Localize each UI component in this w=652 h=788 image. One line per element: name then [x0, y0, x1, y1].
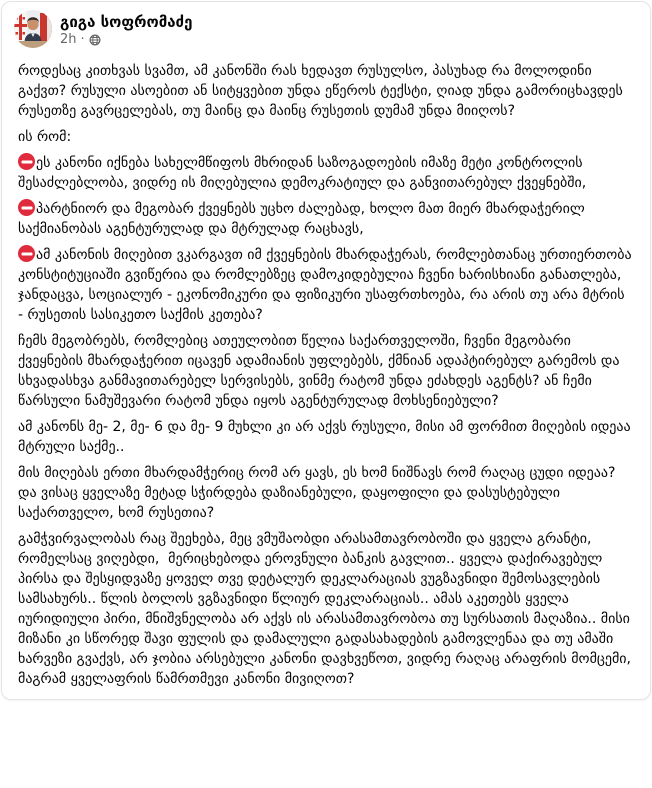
post-paragraph: ეს კანონი იქნება სახელმწიფოს მხრიდან საზოგადოების იმაზე მეტი კონტროლის შესაძლებლობა, ვიდრე ის მიღებულია დემოკრატიულ და განვითარებულ ქვეყნებში, [18, 155, 588, 191]
post-paragraph: ამ კანონს მე- 2, მე- 6 და მე- 9 მუხლი კი არ აქვს რუსული, მისი ამ ფორმით მიღების იდეაა მტრული საქმე.. [18, 419, 636, 455]
post-paragraph: მის მიღებას ერთი მხარდამჭერიც რომ არ ყავს, ეს ხომ ნიშნავს რომ რაღაც ცუდი იდეაა? და ვისაც ყველაზე მეტად სჭირდება დაზიანებული, დაყოფილი და დასუსტებული საქართველო, ხომ რუსეთია? [18, 465, 620, 521]
post-paragraph: ამ კანონის მიღებით ვკარგავთ იმ ქვეყნების მხარდაჭერას, რომლებთანაც ურთიერთობა კონსტიტუციაში გვიწერია და რომლებზეც დამოკიდებულია ჩვენი ხარისხიანი განათლება, ჯანდაცვა, სოციალურ - ეკონომიკური და ფიზიკური უსაფრთხოება, რა არის თუ არა მტრის - რუსეთის სასიკეთო საქმის კეთება? [18, 247, 637, 323]
globe-icon [89, 34, 101, 46]
post-paragraph: ჩემს მეგობრებს, რომლებიც ათეულობით წელია საქართველოში, ჩვენი მეგობარი ქვეყნების მხარდაჭერით იცავენ ადამიანის უფლებებს, ქმნიან ადაპტირებულ გარემოს და სხვადასხვა განმავითარებელ სერვისებს, ვინმე რატომ უნდა ეძახდეს აგენტს? ან ჩემი წარსული ნამუშევარი რატომ უნდა იყოს აგენტურულად მოხსენიებული? [18, 333, 624, 409]
page [0, 1, 652, 788]
time-row [60, 33, 192, 47]
dot-separator: · [80, 32, 85, 47]
post-header [2, 2, 650, 48]
post-paragraph: როდესაც კითხვას სვამთ, ამ კანონში რას ხედავთ რუსულსო, პასუხად რა მოლოდინი გაქვთ? რუსული ასოებით ან სიტყვებით უნდა ეწეროს ტექსტი, ღიად უნდა გამორიცხავდეს რუსეთზე გავრცელებას, თუ მაინც და მაინც რუსეთის დუმამ უნდა მიიღოს? [18, 63, 628, 119]
post-paragraph: ის რომ: [18, 129, 72, 145]
post-paragraph: პარტნიორ და მეგობარ ქვეყნებს უცხო ძალებად, ხოლო მათ მიერ მხარდაჭერილ საქმიანობას აგენტურულად და მტრულად რაცხავს, [18, 201, 590, 237]
no-entry-icon [18, 153, 35, 170]
post-paragraph: გამჭვირვალობას რაც შეეხება, მეც ვმუშაობდი არასამთავრობოში და ყველა გრანტი, რომელსაც ვიღებდი, მერიცხებოდა ეროვნული ბანკის გავლით.. ყველა დაქირავებულ პირსა და შესყიდვაზე ყოველ თვე დეტალურ დეკლარაციას ვუგზავნიდი შემოსავლების სამსახურს.. წლის ბოლოს ვგზავნიდი წლიურ დეკლარაციას.. ამას აკეთებს ყველა იურიდიული პირი, მნიშვნელობა არ აქვს ის არასამთავრობოა თუ სურსათის მაღაზია.. მისი მიზანი კი სწორედ შავი ფულის და დამალული გადასახადების გამოვლენაა და თუ ამაში ხარვეზი გვაქვს, არ ჯობია არსებული კანონი დავხვეწოთ, ვიდრე რაღაც არაფრის მომცემი, მაგრამ ყველაფრის წამრთმევი კანონი მივიღოთ? [18, 531, 636, 687]
header-meta [60, 10, 192, 47]
no-entry-icon [18, 245, 35, 262]
timestamp[interactable]: 2h [60, 32, 77, 47]
author-name[interactable]: გიგა სოფრომაძე [60, 13, 193, 31]
profile-photo [14, 10, 52, 48]
facebook-post-card [1, 1, 651, 700]
avatar[interactable] [14, 10, 52, 48]
no-entry-icon [18, 199, 35, 216]
post-text [2, 48, 650, 689]
